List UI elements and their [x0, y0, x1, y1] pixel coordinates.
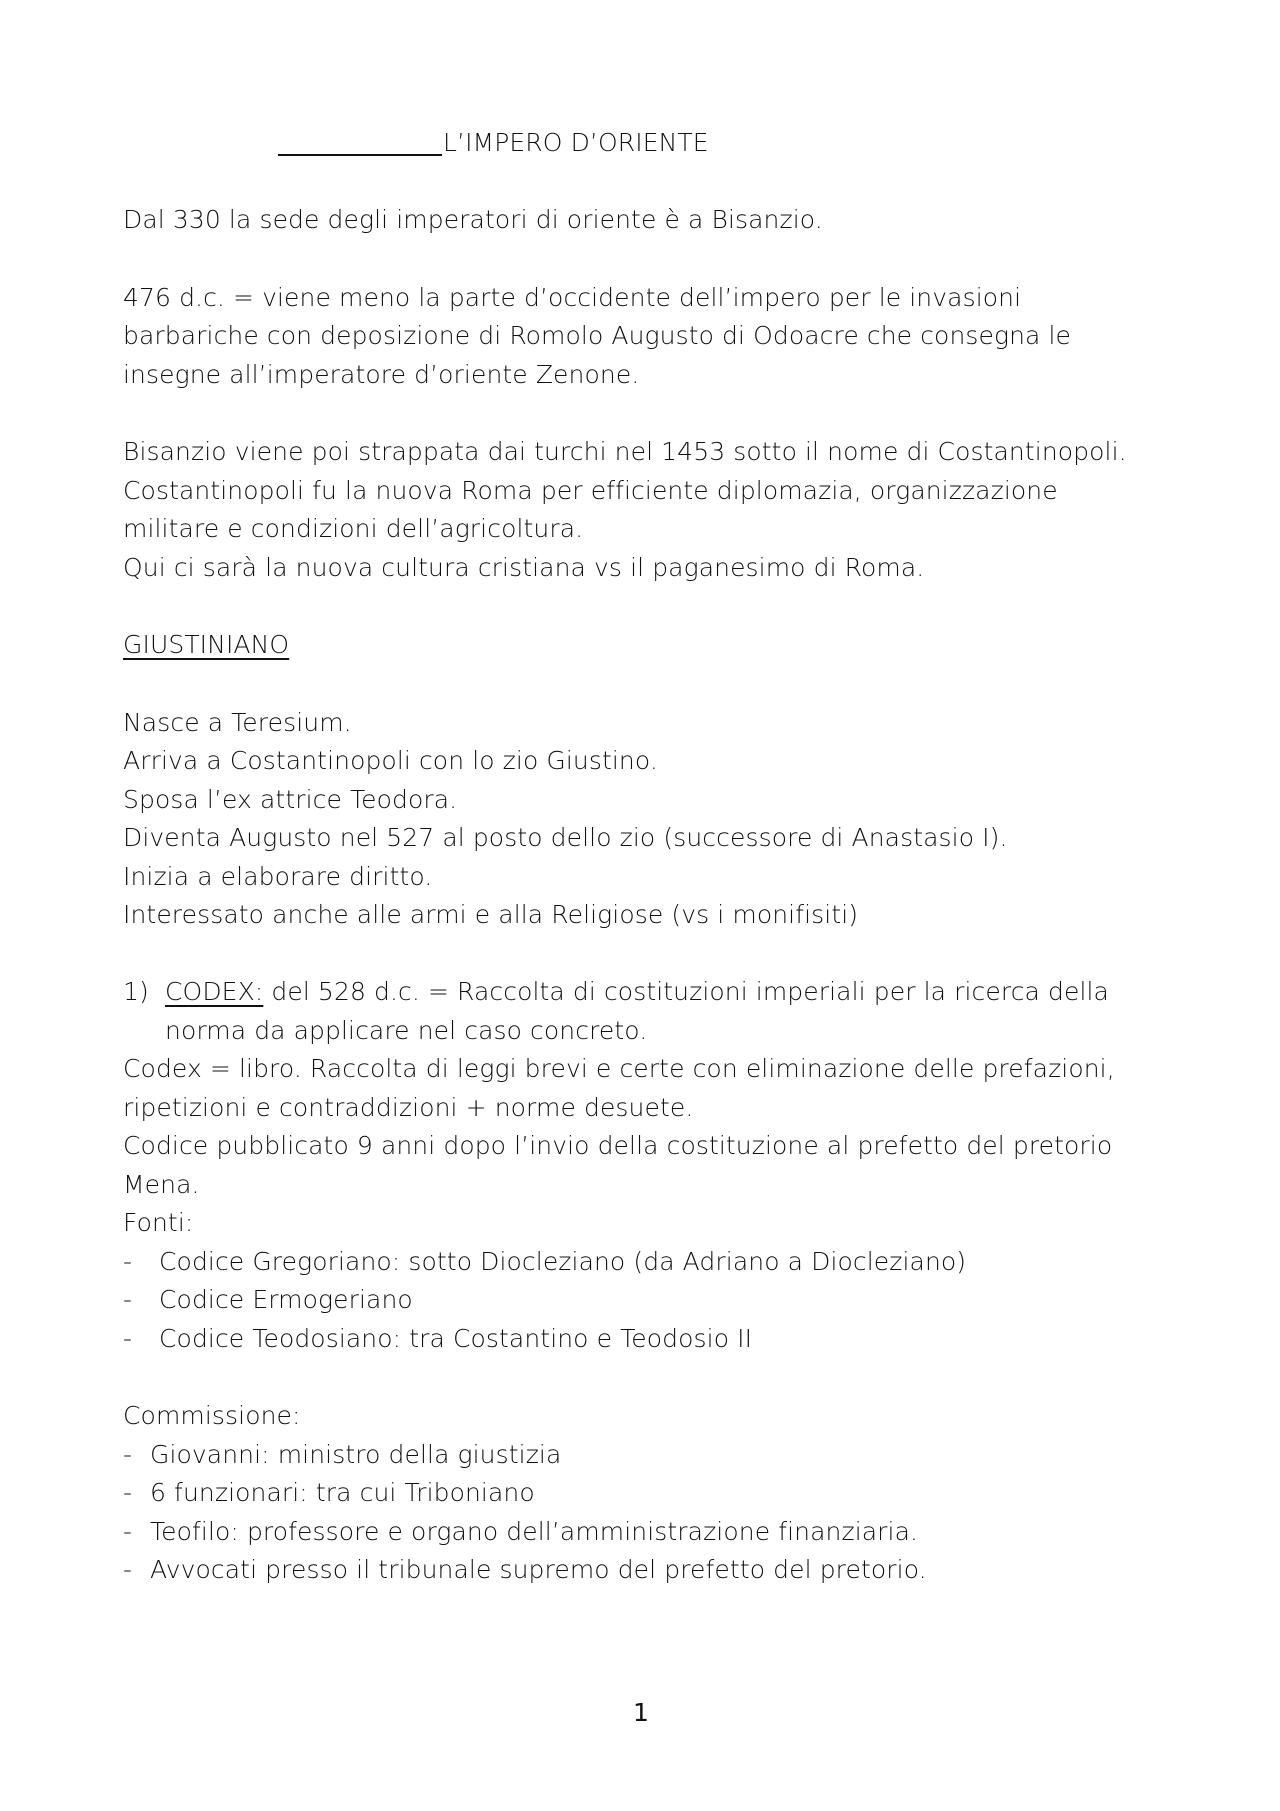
- commissione-item-text: Teofilo: professore e organo dell’amministrazione finanziaria.: [150, 1517, 919, 1546]
- giustiniano-fact-2: Arriva a Costantinopoli con lo zio Giustino.: [123, 746, 658, 775]
- commissione-item-3: [123, 1513, 918, 1551]
- para-bisanzio-line-4: Qui ci sarà la nuova cultura cristiana vs il paganesimo di Roma.: [123, 553, 925, 582]
- para-bisanzio-line-2: Costantinopoli fu la nuova Roma per efficiente diplomazia, organizzazione: [123, 476, 1058, 505]
- commissione-item-4: [123, 1551, 927, 1589]
- codex-note-3: Codice pubblicato 9 anni dopo l’invio della costituzione al prefetto del pretorio: [123, 1131, 1113, 1160]
- fonti-label: Fonti:: [123, 1208, 194, 1237]
- bullet-dash: -: [123, 1440, 133, 1469]
- bullet-dash: -: [123, 1285, 133, 1314]
- bullet-dash: -: [123, 1517, 133, 1546]
- bullet-dash: -: [123, 1555, 133, 1584]
- page-number: 1: [633, 1698, 649, 1727]
- codex-item: [123, 973, 1109, 1011]
- para-bisanzio-line-3: militare e condizioni dell’agricoltura.: [123, 514, 584, 543]
- codex-label: CODEX:: [165, 977, 264, 1006]
- commissione-item-2: [123, 1474, 535, 1512]
- giustiniano-fact-1: Nasce a Teresium.: [123, 708, 352, 737]
- title-underline-rule: [278, 154, 442, 156]
- fonti-item-1: [123, 1243, 966, 1281]
- bullet-dash: -: [123, 1324, 133, 1353]
- commissione-item-text: 6 funzionari: tra cui Triboniano: [150, 1478, 535, 1507]
- giustiniano-fact-4: Diventa Augusto nel 527 al posto dello zio (successore di Anastasio I).: [123, 823, 1008, 852]
- codex-text-line-2: norma da applicare nel caso concreto.: [165, 1016, 648, 1045]
- codex-note-2: ripetizioni e contraddizioni + norme desuete.: [123, 1093, 694, 1122]
- giustiniano-fact-3: Sposa l’ex attrice Teodora.: [123, 785, 458, 814]
- fonti-item-3: [123, 1320, 752, 1358]
- para-476-line-2: barbariche con deposizione di Romolo Augusto di Odoacre che consegna le: [123, 321, 1072, 350]
- codex-text-line-1: del 528 d.c. = Raccolta di costituzioni imperiali per la ricerca della: [263, 977, 1109, 1006]
- fonti-item-2: [123, 1281, 413, 1319]
- giustiniano-fact-5: Inizia a elaborare diritto.: [123, 862, 433, 891]
- commissione-label: Commissione:: [123, 1401, 301, 1430]
- bullet-dash: -: [123, 1478, 133, 1507]
- fonti-item-text: Codice Ermogeriano: [159, 1285, 413, 1314]
- codex-item-number: 1): [123, 977, 149, 1006]
- codex-note-4: Mena.: [123, 1170, 200, 1199]
- para-bisanzio-line-1: Bisanzio viene poi strappata dai turchi nel 1453 sotto il nome di Costantinopoli.: [123, 437, 1127, 466]
- codex-note-1: Codex = libro. Raccolta di leggi brevi e certe con eliminazione delle prefazioni,: [123, 1054, 1115, 1083]
- commissione-item-1: [123, 1436, 561, 1474]
- fonti-item-text: Codice Gregoriano: sotto Diocleziano (da Adriano a Diocleziano): [159, 1247, 967, 1276]
- commissione-item-text: Giovanni: ministro della giustizia: [150, 1440, 562, 1469]
- fonti-item-text: Codice Teodosiano: tra Costantino e Teodosio II: [159, 1324, 753, 1353]
- giustiniano-fact-6: Interessato anche alle armi e alla Religiose (vs i monifisiti): [123, 900, 859, 929]
- para-476-line-3: insegne all’imperatore d’oriente Zenone.: [123, 360, 640, 389]
- commissione-item-text: Avvocati presso il tribunale supremo del prefetto del pretorio.: [150, 1555, 927, 1584]
- intro-line: Dal 330 la sede degli imperatori di oriente è a Bisanzio.: [123, 205, 823, 234]
- section-heading-giustiniano: GIUSTINIANO: [123, 630, 290, 659]
- bullet-dash: -: [123, 1247, 133, 1276]
- para-476-line-1: 476 d.c. = viene meno la parte d’occidente dell’impero per le invasioni: [123, 283, 1022, 312]
- page-title: L’IMPERO D’ORIENTE: [443, 128, 709, 157]
